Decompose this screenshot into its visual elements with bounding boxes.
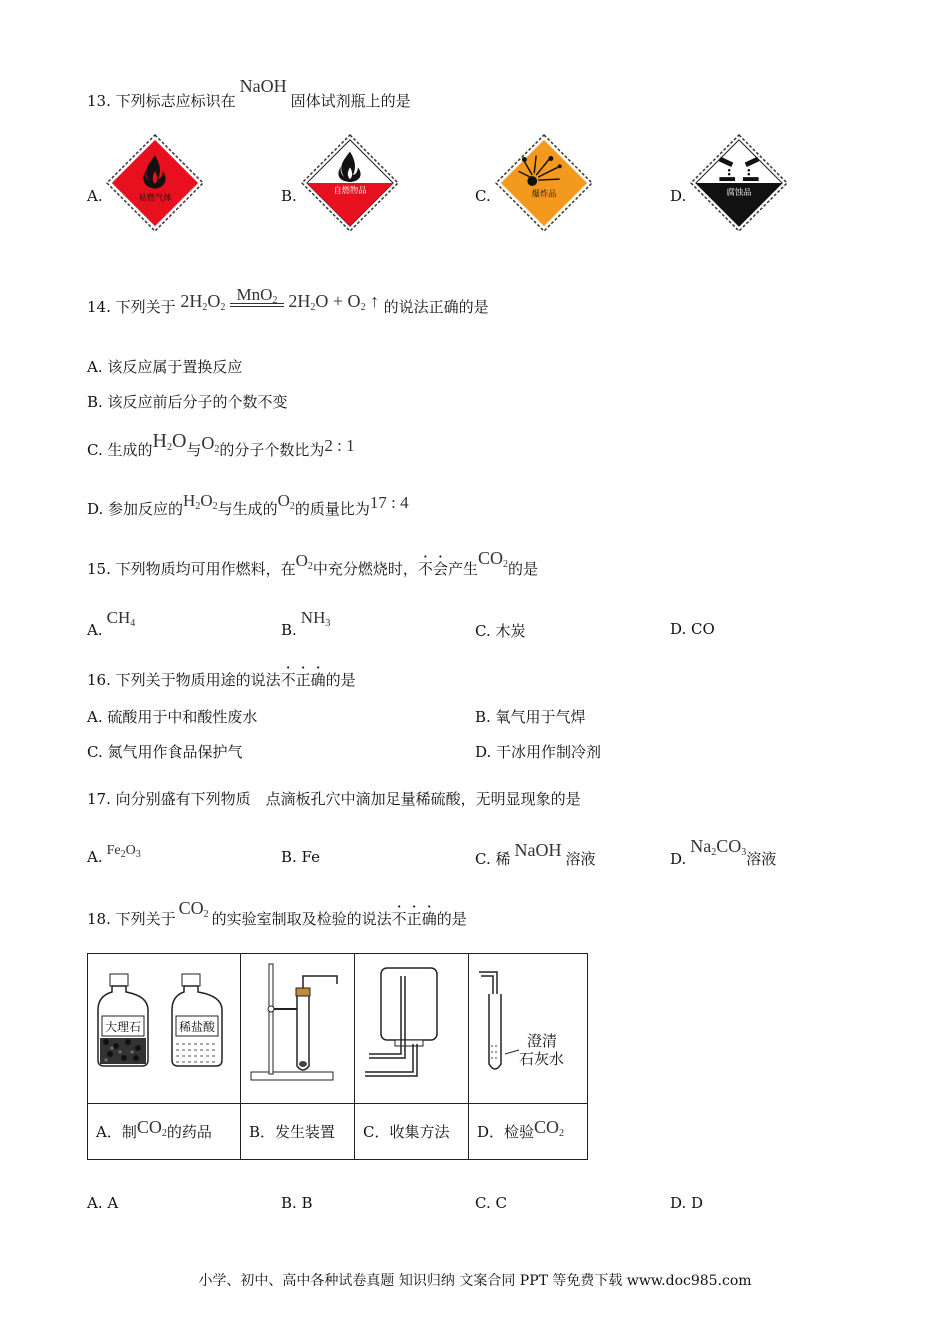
q14-option-b[interactable]: B. 该反应前后分子的个数不变: [87, 393, 288, 411]
q15-option-b[interactable]: [281, 608, 331, 641]
cell-b-image: [241, 954, 355, 1104]
generation-apparatus-figure: [241, 954, 354, 1099]
q15-o2: $O_2$: [295, 551, 313, 572]
q13-sign-d-text: 腐蚀品: [726, 186, 752, 197]
q13-sign-a-text: 易燃气体: [138, 192, 172, 203]
q13-prefix: 13. 下列标志应标识在: [87, 92, 236, 110]
q16-neg-3: 确: [310, 671, 326, 689]
q15-b-letter: B.: [281, 621, 297, 639]
q14-d-pre: D. 参加反应的: [87, 500, 184, 518]
q13-letter-d: D.: [670, 187, 687, 205]
q14-option-d[interactable]: [87, 491, 409, 520]
q14-c-o2: $O_2$: [201, 433, 220, 455]
cell-d-image: [469, 954, 588, 1104]
caption-b: B．发生装置: [241, 1104, 355, 1160]
q13-option-b[interactable]: [281, 187, 297, 205]
q15-neg-2: 会: [432, 560, 448, 578]
q15-option-a[interactable]: [87, 608, 136, 641]
q15-suffix: 的是: [507, 560, 538, 578]
reagent-bottles-figure: [88, 954, 240, 1099]
q18-neg-3: 确: [421, 910, 437, 928]
q13-sign-c-text: 爆炸品: [531, 188, 557, 199]
q17-d-na2co3: $Na_2CO_3$: [690, 836, 747, 858]
bottle-label-marble: 大理石: [104, 1020, 142, 1034]
caption-a-post: 的药品: [166, 1122, 212, 1141]
caption-c: C．收集方法: [355, 1104, 469, 1160]
q17-d-post: 溶液: [746, 850, 777, 868]
q17-a-letter: A.: [87, 848, 103, 866]
q15-prefix: 15. 下列物质均可用作燃料，在: [87, 560, 296, 578]
q14-d-ratio: 17 : 4: [369, 493, 409, 512]
bottle-label-hcl: 稀盐酸: [178, 1020, 216, 1034]
collection-method-figure: [355, 954, 468, 1099]
question-13-stem: [87, 76, 411, 111]
q18-option-a[interactable]: A. A: [87, 1194, 119, 1212]
q17-option-c[interactable]: [475, 840, 596, 869]
caption-a-co2: $CO_2$: [136, 1116, 167, 1139]
caption-a-pre: A．制: [96, 1122, 137, 1141]
q15-nh3: $NH_3$: [300, 608, 331, 629]
q15-option-d[interactable]: D. CO: [670, 620, 715, 638]
q16-option-a[interactable]: A. 硫酸用于中和酸性废水: [87, 708, 258, 726]
q15-option-c[interactable]: C. 木炭: [475, 622, 526, 640]
q18-option-b[interactable]: B. B: [281, 1194, 313, 1212]
spontaneous-combustion-sign: [301, 134, 399, 232]
q14-c-h2o: $H_2O$: [152, 430, 187, 453]
q18-suffix: 的是: [436, 910, 467, 928]
q18-neg-1: 不: [391, 910, 407, 928]
cell-c-image: [355, 954, 469, 1104]
q14-c-pre: C. 生成的: [87, 441, 153, 459]
question-17-stem: 17. 向分别盛有下列物质 点滴板孔穴中滴加足量稀硫酸，无明显现象的是: [87, 790, 581, 808]
q18-co2: $CO_2$: [178, 898, 209, 920]
q13-letter-a: A.: [87, 187, 103, 205]
q13-formula: NaOH: [239, 76, 287, 96]
question-14-stem: [87, 285, 489, 318]
q16-option-c[interactable]: C. 氮气用作食品保护气: [87, 743, 243, 761]
q13-letter-b: B.: [281, 187, 297, 205]
flammable-gas-sign: [106, 134, 204, 232]
q17-option-b[interactable]: B. Fe: [281, 848, 321, 866]
q15-co2: $CO_2$: [477, 548, 508, 570]
q15-ch4: $CH_4$: [106, 608, 136, 629]
limewater-test-figure: [469, 954, 587, 1099]
q14-c-mid: 与: [186, 441, 202, 459]
q16-option-d[interactable]: D. 干冰用作制冷剂: [475, 743, 602, 761]
question-18-stem: [87, 898, 467, 930]
q14-catalyst: MnO: [236, 285, 273, 304]
corrosive-sign: [690, 134, 788, 232]
q13-sign-b-text: 自燃物品: [333, 184, 367, 195]
q17-option-d[interactable]: [670, 836, 777, 870]
q13-option-c[interactable]: [475, 187, 491, 205]
limewater-label-2: 石灰水: [519, 1050, 565, 1068]
question-16-stem: [87, 669, 356, 690]
q18-prefix: 18. 下列关于: [87, 910, 176, 928]
q14-c-ratio: 2 : 1: [324, 436, 355, 455]
limewater-label-1: 澄清: [527, 1032, 558, 1050]
q14-d-h2o2: $H_2O_2$: [183, 491, 218, 512]
q14-d-mid: 与生成的: [217, 500, 278, 518]
q14-option-c[interactable]: [87, 430, 355, 461]
q14-c-post: 的分子个数比为: [219, 441, 325, 459]
q16-prefix: 16. 下列关于物质用途的说法: [87, 671, 281, 689]
q16-neg-1: 不: [280, 671, 296, 689]
q16-neg-2: 正: [295, 671, 311, 689]
q17-c-pre: C. 稀: [475, 850, 511, 868]
q14-equation: $2H_2O_2$ MnO$_2$ $2H_2O + O_2$ ↑: [180, 285, 384, 313]
caption-d: [469, 1104, 588, 1160]
q14-prefix: 14. 下列关于: [87, 298, 176, 316]
q18-option-d[interactable]: D. D: [670, 1194, 704, 1212]
q15-a-letter: A.: [87, 621, 103, 639]
q18-neg-2: 正: [406, 910, 422, 928]
q18-mid: 的实验室制取及检验的说法: [211, 910, 392, 928]
q17-c-naoh: NaOH: [514, 840, 562, 860]
cell-a-image: [88, 954, 241, 1104]
q17-c-post: 溶液: [565, 850, 596, 868]
q14-d-post: 的质量比为: [294, 500, 370, 518]
q15-neg-1: 不: [417, 560, 433, 578]
q15-mid: 中充分燃烧时，: [312, 560, 418, 578]
question-15-stem: [87, 548, 538, 580]
q17-d-pre: D.: [670, 850, 687, 868]
q13-letter-c: C.: [475, 187, 491, 205]
q14-suffix: 的说法正确的是: [383, 298, 489, 316]
q14-option-a[interactable]: A. 该反应属于置换反应: [87, 358, 243, 376]
q13-option-d[interactable]: [670, 187, 686, 205]
q17-option-a[interactable]: [87, 843, 141, 868]
caption-d-co2: $CO_2$: [534, 1116, 565, 1139]
q15-post: 产生: [447, 560, 478, 578]
q16-suffix: 的是: [325, 671, 356, 689]
q13-option-a[interactable]: [87, 187, 103, 205]
caption-a: [88, 1104, 241, 1160]
page-footer: 小学、初中、高中各种试卷真题 知识归纳 文案合同 PPT 等免费下载 www.doc985.com: [198, 1273, 752, 1289]
caption-d-pre: D．检验: [477, 1122, 535, 1141]
experiment-table: [87, 953, 588, 1160]
explosive-sign: [495, 134, 593, 232]
q17-fe2o3: $Fe_2O_3$: [106, 843, 141, 860]
q18-option-c[interactable]: C. C: [475, 1194, 507, 1212]
q14-d-o2: $O_2$: [277, 491, 295, 512]
q13-suffix: 固体试剂瓶上的是: [290, 92, 411, 110]
q16-option-b[interactable]: B. 氧气用于气焊: [475, 708, 586, 726]
